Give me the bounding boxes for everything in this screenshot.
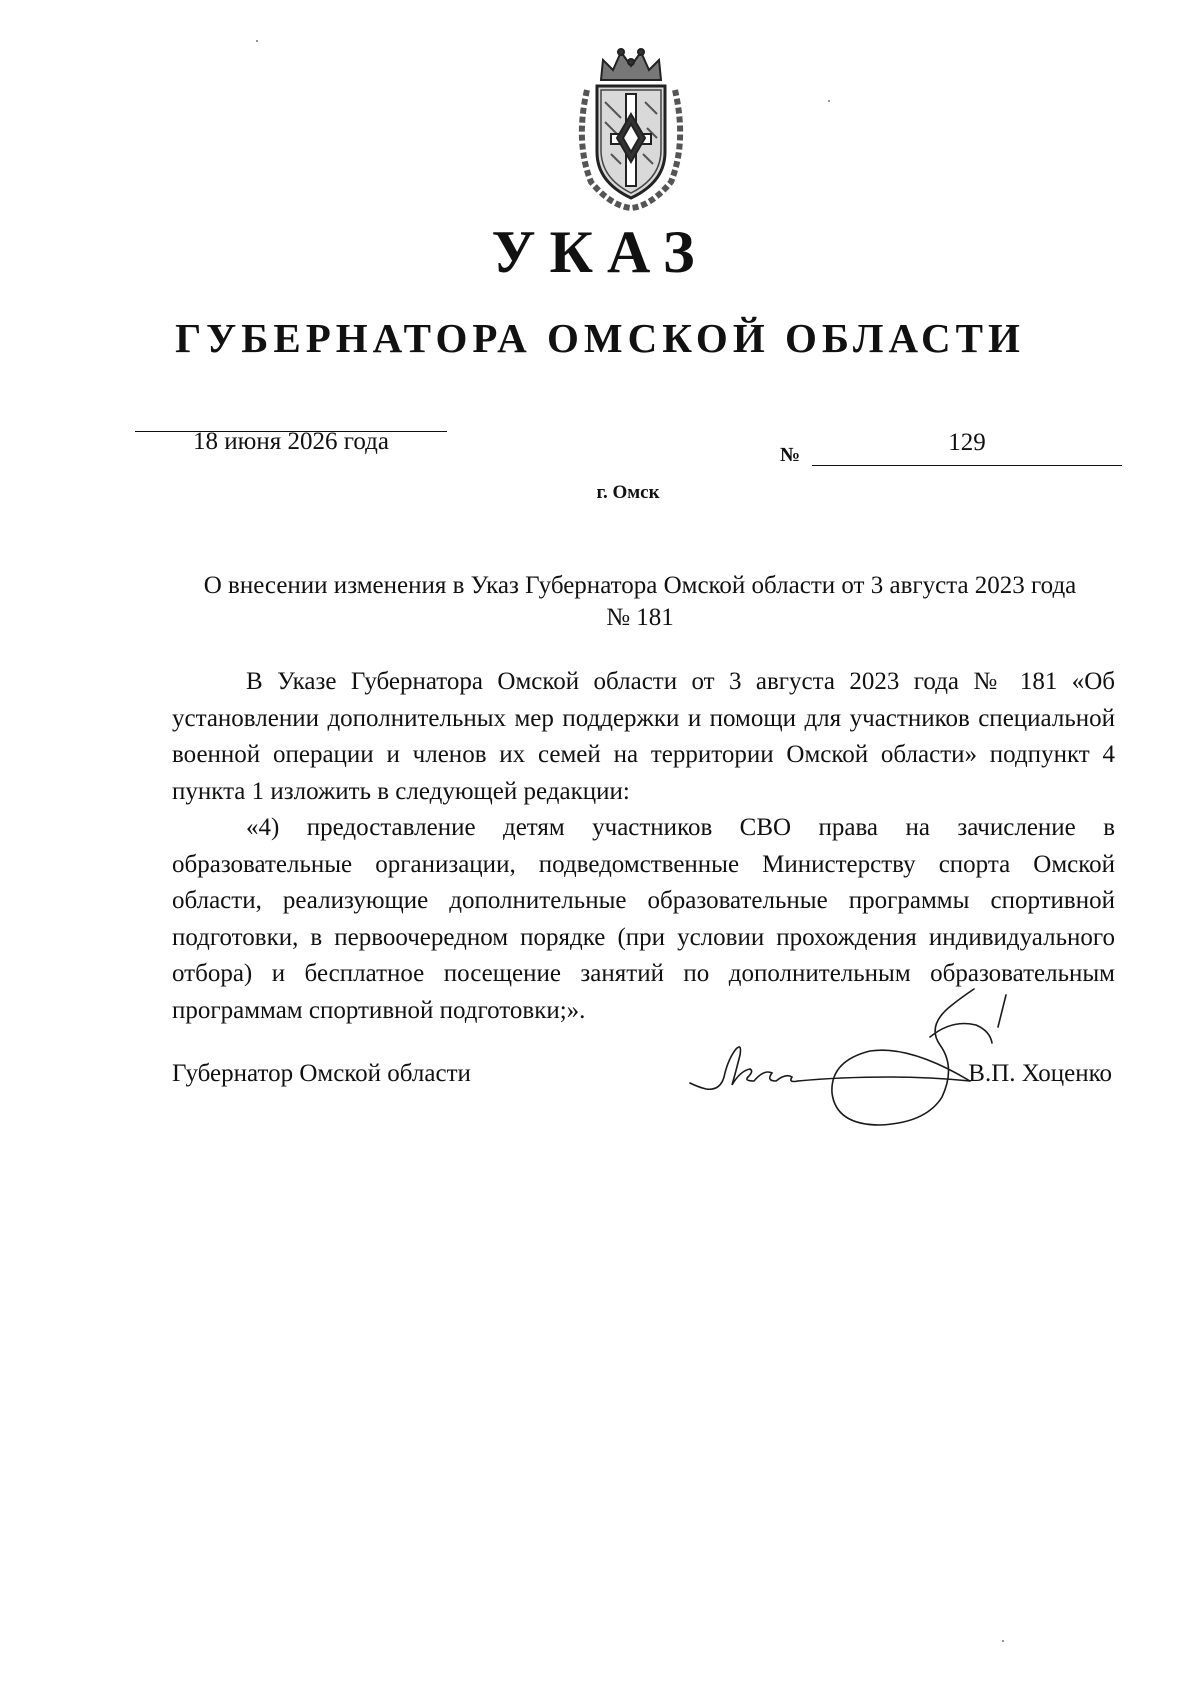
scan-speck — [256, 40, 258, 42]
decree-heading: О внесении изменения в Указ Губернатора Омской области от 3 августа 2023 года № 181 — [203, 572, 1077, 631]
signatory-position: Губернатор Омской области — [172, 1060, 471, 1087]
city-label: г. Омск — [596, 482, 660, 503]
body-paragraph: В Указе Губернатора Омской области от 3 августа 2023 года № 181 «Об установлении дополнительных мер поддержки и помощи для участников специальной военной операции и членов их семей на территории Омской области» подпункт 4 пункта 1 изложить в следующей редакции: — [172, 668, 1115, 805]
coat-of-arms-icon — [571, 42, 691, 212]
decree-body — [172, 664, 1115, 1029]
number-sign: № — [780, 444, 801, 466]
signatory-name: В.П. Хоценко — [968, 1060, 1112, 1087]
scan-speck — [1002, 1640, 1004, 1642]
number-underline — [812, 465, 1122, 466]
scan-speck — [828, 100, 830, 102]
issuer-title: ГУБЕРНАТОРА ОМСКОЙ ОБЛАСТИ — [175, 315, 1025, 361]
date-underline — [135, 431, 447, 432]
decree-date: 18 июня 2026 года — [193, 428, 389, 455]
document-type-title: УКАЗ — [491, 219, 709, 285]
body-paragraph: «4) предоставление детям участников СВО права на зачисление в образовательные организации, подведомственные Министерству спорта Омской области, реализующие дополнительные образовательные программы спортивной подготовки, в первоочередном порядке (при условии прохождения индивидуального отбора) и бесплатное посещение занятий по дополнительным образовательным программам спортивной подготовки;». — [172, 814, 1115, 1024]
decree-number: 129 — [948, 429, 986, 456]
